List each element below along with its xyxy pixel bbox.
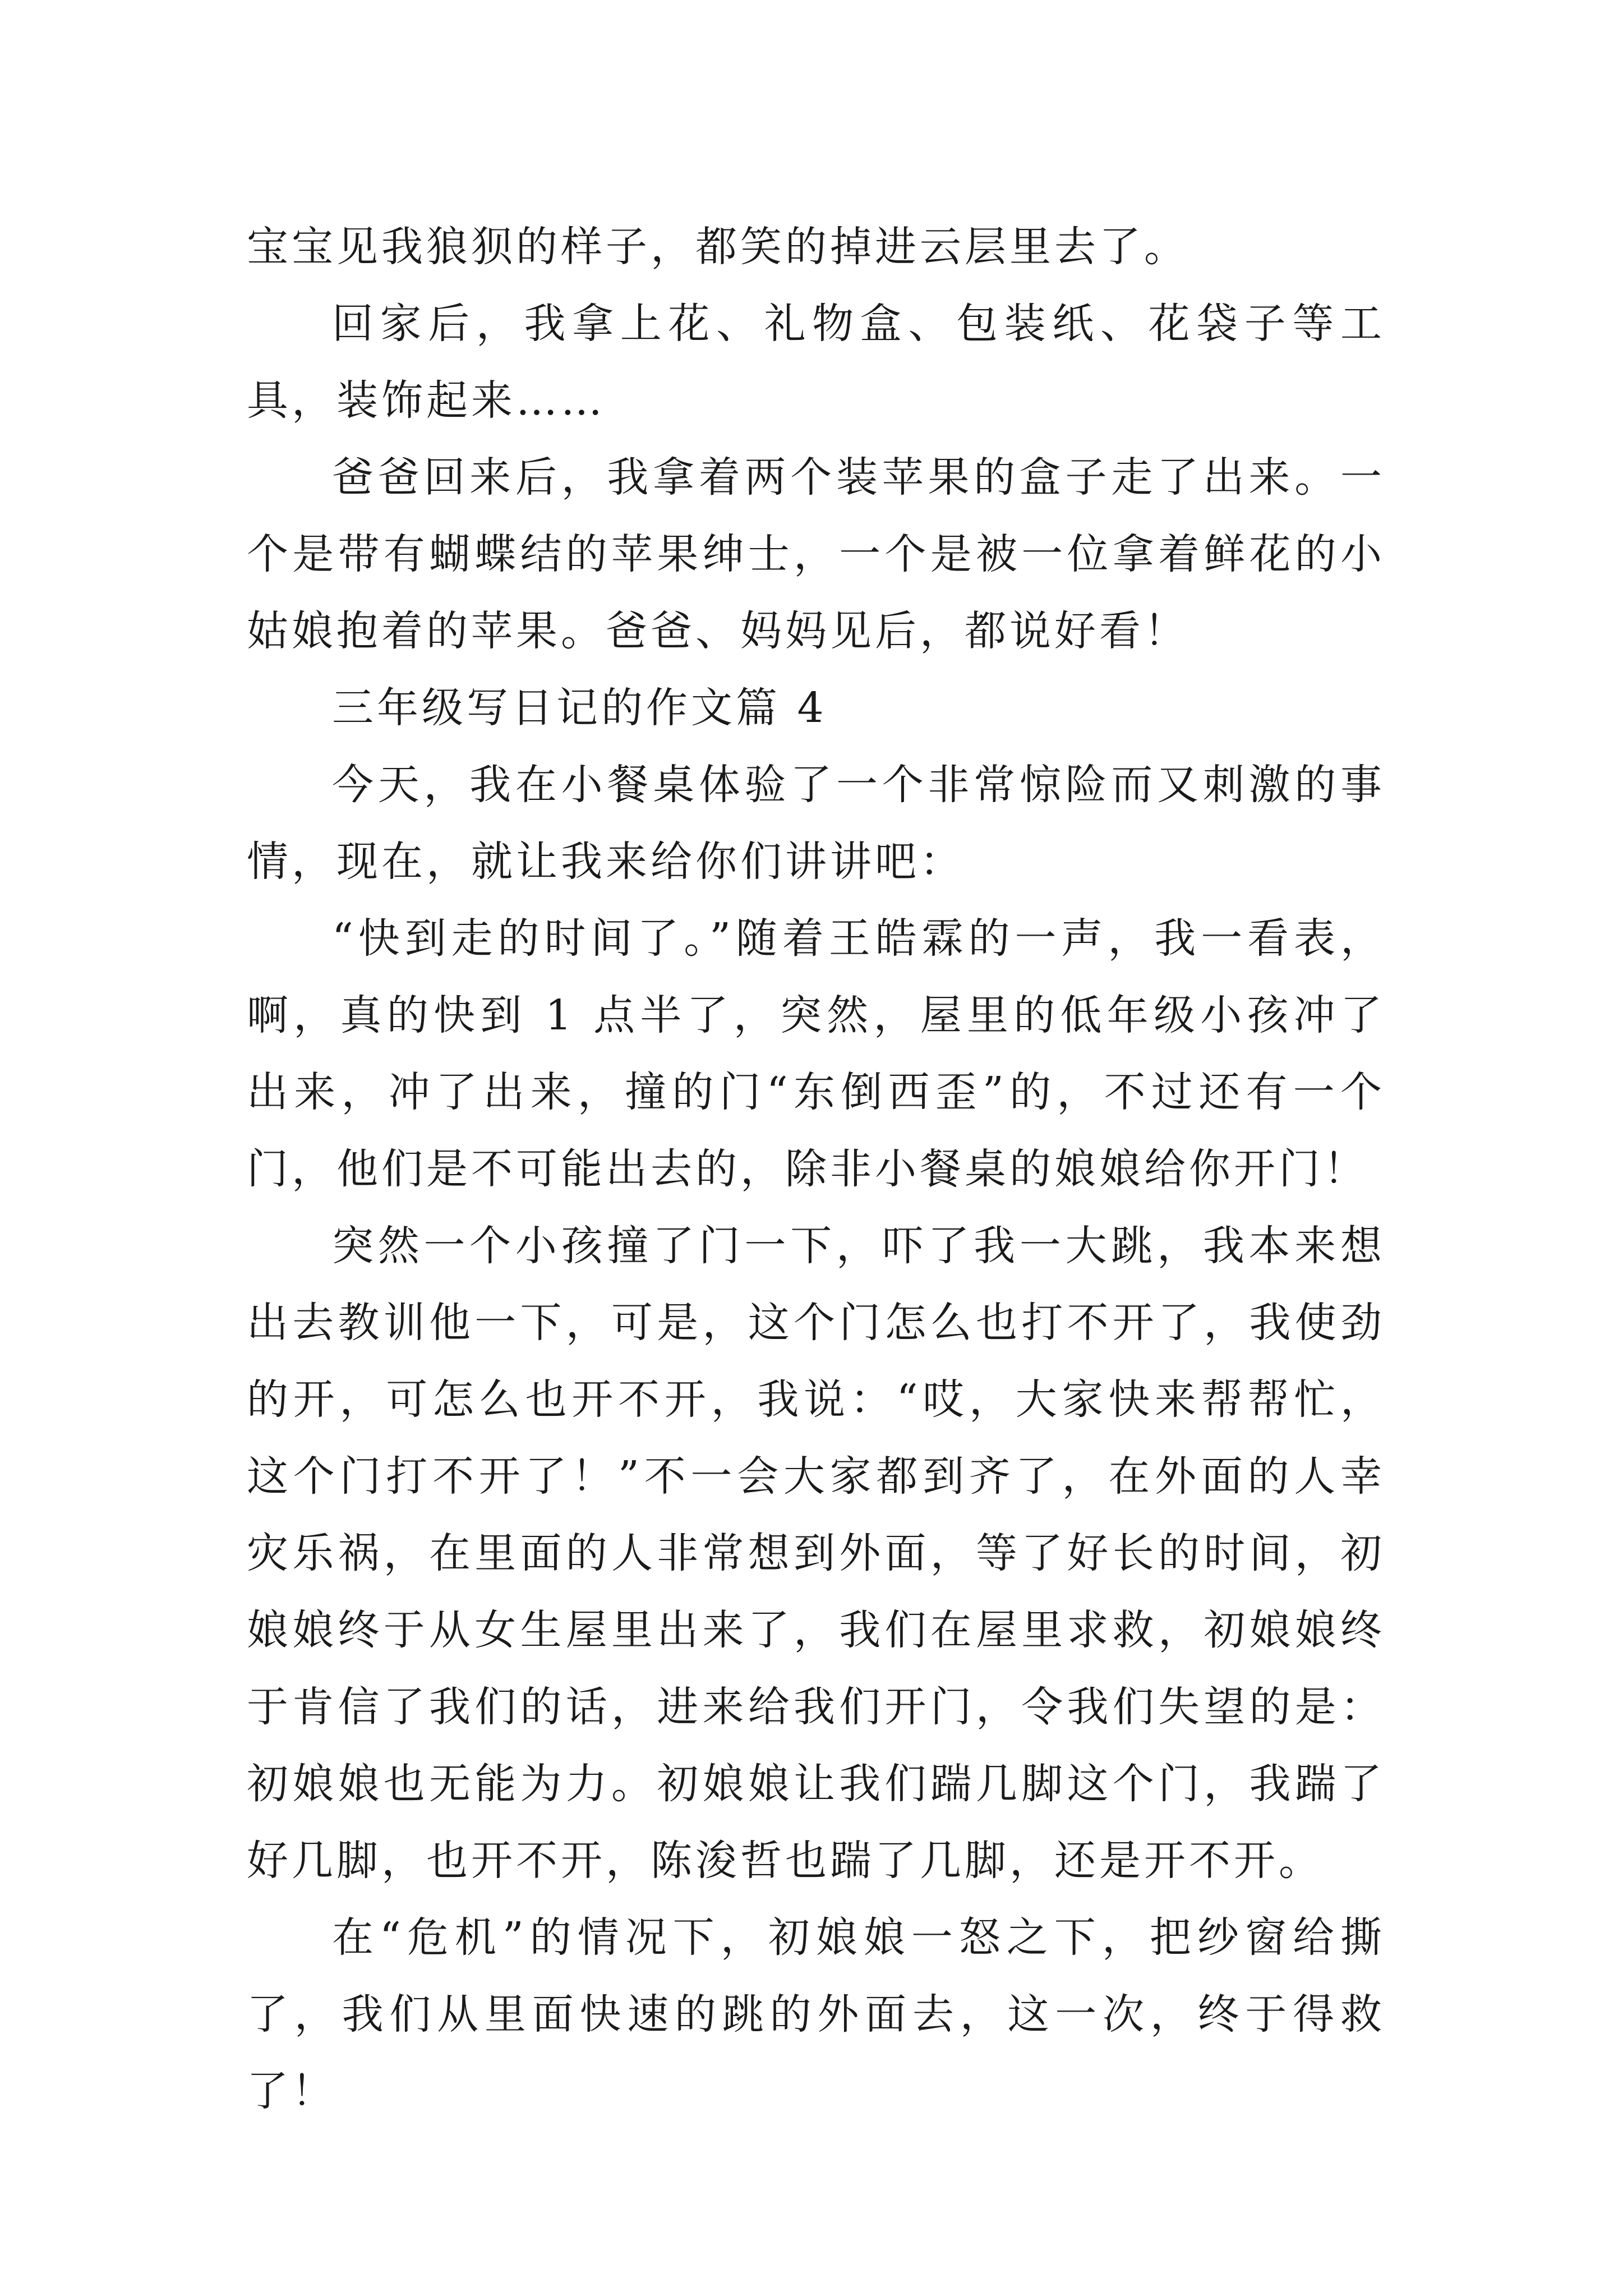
- paragraph-5: “快到走的时间了。”随着王皓霖的一声，我一看表，啊，真的快到 1 点半了，突然，屋里的低年级小孩冲了出来，冲了出来，撞的门“东倒西歪”的，不过还有一个门，他们是不可能出去的，除非小餐桌的娘娘给你开门！: [247, 914, 1385, 1193]
- paragraph-7: 在“危机”的情况下，初娘娘一怒之下，把纱窗给撕了，我们从里面快速的跳的外面去，这一次，终于得救了！: [247, 1913, 1385, 2115]
- paragraph-2: 回家后，我拿上花、礼物盒、包装纸、花袋子等工具，装饰起来……: [247, 300, 1385, 425]
- paragraph-1: 宝宝见我狼狈的样子，都笑的掉进云层里去了。: [247, 223, 1189, 271]
- paragraph-4: 今天，我在小餐桌体验了一个非常惊险而又刺激的事情，现在，就让我来给你们讲讲吧：: [247, 761, 1385, 886]
- paragraph-6: 突然一个小孩撞了门一下，吓了我一大跳，我本来想出去教训他一下，可是，这个门怎么也打不开了，我使劲的开，可怎么也开不开，我说：“哎，大家快来帮帮忙，这个门打不开了！”不一会大家都到齐了，在外面的人幸灾乐祸，在里面的人非常想到外面，等了好长的时间，初娘娘终于从女生屋里出来了，我们在屋里求救，初娘娘终于肯信了我们的话，进来给我们开门，令我们失望的是：初娘娘也无能为力。初娘娘让我们踹几脚这个门，我踹了好几脚，也开不开，陈浚哲也踹了几脚，还是开不开。: [247, 1222, 1385, 1885]
- section-heading: 三年级写日记的作文篇 4: [332, 684, 827, 732]
- paragraph-3: 爸爸回来后，我拿着两个装苹果的盒子走了出来。一个是带有蝴蝶结的苹果绅士，一个是被一位拿着鲜花的小姑娘抱着的苹果。爸爸、妈妈见后，都说好看！: [247, 453, 1385, 655]
- document-body: [247, 209, 1385, 2130]
